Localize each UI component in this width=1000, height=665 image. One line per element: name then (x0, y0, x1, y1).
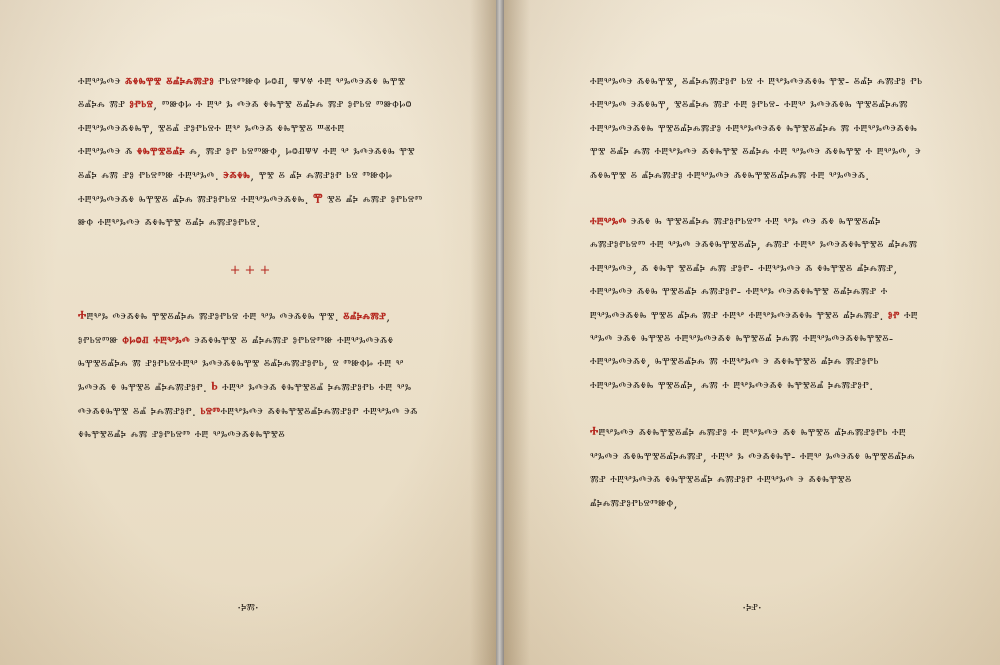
right-page-text (590, 71, 926, 516)
rubric-word: ⱃⱄⱅ (200, 404, 221, 419)
red-initial: ⰰ (590, 423, 599, 442)
right-paragraph-2: ⰰⰱⰲⰳⰴ ⰵⰶⰷ ⰸ ⰹⰺⰻⰼⰽⰾ ⰿⱀⱁⱂⱃⱄⱅ ⰰⰱ ⰲⰳ ⰴⰵ ⰶⰷ ⰸⰹⰺⰻⰼⰽ ⰾⰿⱀⱁⱂⱃⱄⱅ ⰰⰱ ⰲⰳⰴ ⰵⰶⰷⰸⰹⰺⰻⰼⰽ, ⰾⰿⱀ ⰰⰱⰲ ⰳⰴⰵⰶⰷⰸⰹⰺⰻ ⰼⰽⰾⰿ ⰰⰱⰲⰳⰴⰵ, ⰶ ⰷⰸⰹ ⰺⰻⰼⰽ ⰾⰿ ⱀⱁⱂ- ⰰⰱⰲⰳⰴⰵ ⰶ ⰷⰸⰹⰺⰻ ⰼⰽⰾⰿⱀ, ⰰⰱⰲⰳⰴⰵ ⰶⰷⰸ ⰹⰺⰻⰼⰽ ⰾⰿⱀⱁⱂ- ⰰⰱⰲⰳ ⰴⰵⰶⰷⰸⰹⰺ ⰻⰼⰽⰾⰿⱀ ⰰ ⰱⰲⰳⰴⰵⰶⰷⰸ ⰹⰺⰻ ⰼⰽⰾ ⰿⱀ ⰰⰱⰲ ⰰⰱⰲⰳⰴⰵⰶⰷⰸ ⰹⰺⰻ ⰼⰽⰾⰿⱀ. ⱁⱂ ⰰⰱ ⰲⰳⰴ ⰵⰶⰷ ⰸⰹⰺⰻ ⰰⰱⰲⰳⰴⰵⰶⰷ ⰸⰹⰺⰻⰼ ⰽⰾⰿ ⰰⰱⰲⰳⰴⰵⰶⰷⰸⰹⰺⰻ- ⰰⰱⰲⰳⰴⰵⰶⰷ, ⰸⰹⰺⰻⰼⰽⰾ ⰿ ⰰⰱⰲⰳⰴ ⰵ ⰶⰷⰸⰹⰺⰻ ⰼⰽⰾ ⰿⱀⱁⱂⱃ ⰰⰱⰲⰳⰴⰵⰶⰷⰸ ⰹⰺⰻⰼⰽ, ⰾⰿ ⰰ ⰱⰲⰳⰴⰵⰶⰷ ⰸⰹⰺⰻⰼ ⰽⰾⰿⱀⱁⱂ. (590, 215, 918, 393)
right-paragraph-3: ⰰⰱⰲⰳⰴⰵ ⰶⰷⰸⰹⰺⰻⰼⰽ ⰾⰿⱀⱁ ⰰ ⰱⰲⰳⰴⰵ ⰶⰷ ⰸⰹⰺⰻ ⰼⰽⰾⰿⱀⱁⱂⱃ ⰰⰱ ⰲⰳⰴⰵ ⰶⰷⰸⰹⰺⰻⰼⰽⰾⰿⱀ, ⰰⰱⰲ ⰳ ⰴⰵⰶⰷⰸⰹ- ⰰⰱⰲ ⰳⰴⰵⰶⰷ ⰸⰹⰺⰻⰼⰽⰾ ⰿⱀ ⰰⰱⰲⰳⰴⰵⰶ ⰷⰸⰹⰺⰻⰼⰽ ⰾⰿⱀⱁⱂ ⰰⰱⰲⰳⰴ ⰵ ⰶⰷⰸⰹⰺⰻ ⰼⰽⰾⰿⱀⱁⱂⱃⱄⱅⱆⱇ, (590, 423, 915, 511)
page-number-right: ·ⰽⱀ· (742, 601, 762, 615)
red-initial: ⰰ (78, 307, 87, 326)
rubric-heading: ⱇⱈⱉⱊ ⰰⰱⰲⰳⰴ (122, 333, 191, 348)
left-paragraph-3: ⰰⰱⰲⰳ ⰴⰵⰶⰷⰸ ⰹⰺⰻⰼⰽⰾ ⰿⱀⱁⱂⱃⱄ ⰰⰱ ⰲⰳ ⰴⰵⰶⰷⰸ ⰹⰺ. ⰻⰼⰽⰾⰿⱀ, ⱁⱂⱃⱄⱅⱆ ⱇⱈⱉⱊ ⰰⰱⰲⰳⰴ ⰵⰶⰷⰸⰹⰺ ⰻ ⰼⰽⰾⰿⱀ ⱁⱂⱃⱄⱅⱆ ⰰⰱⰲⰳⰴⰵⰶⰷ ⰸⰹⰺⰻⰼⰽⰾ ⰿ ⱀⱁⱂⱃⱄⰰⰱⰲ ⰳⰴⰵⰶⰷⰸⰹⰺ ⰻⰼⰽⰾⰿⱀⱁⱂⱃ, ⱄ ⱅⱆⱇⱈ ⰰⰱ ⰲ ⰳⰴⰵⰶ ⰷ ⰸⰹⰺⰻ ⰼⰽⰾⰿⱀⱁⱂ. ⱃ ⰰⰱⰲ ⰳⰴⰵⰶ ⰷⰸⰹⰺⰻⰼ ⰽⰾⰿⱀⱁⱂⱃ ⰰⰱ ⰲⰳ ⰴⰵⰶⰷⰸⰹⰺ ⰻⰼ ⰽⰾⰿⱀⱁⱂ. ⱃⱄⱅⰰⰱⰲⰳⰴⰵ ⰶⰷⰸⰹⰺⰻⰼⰽⰾⰿⱀⱁⱂ ⰰⰱⰲⰳⰴ ⰵⰶ ⰷⰸⰹⰺⰻⰼⰽ ⰾⰿ ⱀⱁⱂⱃⱄⱅ ⰰⰱ ⰲⰳⰴⰵⰶⰷⰸⰹⰺⰻ (78, 307, 418, 443)
rubric-word: ⰷⰸⰹⰺⰻⰼⰽ (136, 145, 185, 160)
book-gutter (496, 0, 504, 665)
rubric-word: ⰵⰶⰷⰸ (223, 168, 251, 183)
left-page (0, 0, 496, 665)
rubric-word: ⱁⱂⱃⱄ (129, 98, 154, 113)
left-paragraph-2: ⰰⰱⰲⰳⰴⰵ ⰶ ⰷⰸⰹⰺⰻⰼⰽ ⰾ, ⰿⱀ ⱁⱂ ⱃⱄⱅⱆⱇ, ⱈⱉⱊⱋⱌ ⰰⰱ ⰲ ⰳⰴⰵⰶⰷⰸ ⰹⰺ ⰻⰼⰽ ⰾⰿ ⱀⱁ ⱂⱃⱄⱅⱆ ⰰⰱⰲⰳⰴ. ⰵⰶⰷⰸ, ⰹⰺ ⰻ ⰼⰽ ⰾⰿⱀⱁⱂ ⱃⱄ ⱅⱆⱇⱈ ⰰⰱⰲⰳⰴⰵⰶⰷ ⰸⰹⰺⰻ ⰼⰽⰾ ⰿⱀⱁⱂⱃⱄ ⰰⰱⰲⰳⰴⰵⰶⰷⰸ. ⰹ ⰺⰻ ⰼⰽ ⰾⰿⱀ ⱁⱂⱃⱄⱅ ⱆⱇ ⰰⰱⰲⰳⰴⰵ ⰶⰷⰸⰹⰺ ⰻⰼⰽ ⰾⰿⱀⱁⱂⱃⱄ. (78, 145, 423, 231)
rubric-word: ⰰⰱⰲⰳⰴ (590, 215, 627, 230)
section-divider: +++ (229, 262, 275, 278)
rubric-word: ⰻⰼⰽⰾⰿⱀ (343, 310, 387, 325)
right-paragraph-1: ⰰⰱⰲⰳⰴⰵ ⰶⰷⰸⰹⰺ, ⰻⰼⰽⰾⰿⱀⱁⱂ ⱃⱄ ⰰ ⰱⰲⰳⰴⰵⰶⰷⰸ ⰹⰺ- ⰻⰼⰽ ⰾⰿⱀⱁ ⱂⱃ ⰰⰱⰲⰳⰴ ⰵⰶⰷⰸⰹ, ⰺⰻⰼⰽⰾ ⰿⱀ ⰰⰱ ⱁⱂⱃⱄ- ⰰⰱⰲ ⰳⰴⰵⰶⰷⰸ ⰹⰺⰻⰼⰽⰾⰿ ⰰⰱⰲⰳⰴⰵⰶⰷⰸ ⰹⰺⰻⰼⰽⰾⰿⱀⱁ ⰰⰱⰲⰳⰴⰵⰶⰷ ⰸⰹⰺⰻⰼⰽⰾ ⰿ ⰰⰱⰲⰳⰴⰵⰶⰷⰸ ⰹⰺ ⰻⰼⰽ ⰾⰿ ⰰⰱⰲⰳⰴⰵ ⰶⰷⰸⰹⰺ ⰻⰼⰽⰾ ⰰⰱ ⰲⰳⰴⰵ ⰶⰷⰸⰹⰺ ⰰ ⰱⰲⰳⰴ, ⰵ ⰶⰷⰸⰹⰺ ⰻ ⰼⰽⰾⰿⱀⱁ ⰰⰱⰲⰳⰴⰵ ⰶⰷⰸⰹⰺⰻⰼⰽⰾⰿ ⰰⰱ ⰲⰳⰴⰵⰶ. (590, 75, 923, 183)
rubric-heading: ⰶⰷⰸⰹⰺ ⰻⰼⰽⰾⰿⱀⱁ (125, 75, 214, 89)
left-page-text (78, 71, 426, 448)
red-initial: ⰹ (313, 190, 323, 209)
left-paragraph-1: ⰰⰱⰲⰳⰴⰵ ⰶⰷⰸⰹⰺ ⰻⰼⰽⰾⰿⱀⱁ ⱂⱃⱄⱅⱆⱇ ⱈⱉⱊ, ⱋⱌⱍ ⰰⰱ ⰲⰳⰴⰵⰶⰷ ⰸⰹⰺ ⰻⰼⰽⰾ ⰿⱀ ⱁⱂⱃⱄ, ⱅⱆⱇⱈ ⰰ ⰱⰲ ⰳ ⰴⰵⰶ ⰷⰸⰹⰺ ⰻⰼⰽⰾ ⰿⱀ ⱁⱂⱃⱄ ⱅⱆⱇⱈⱉ ⰰⰱⰲⰳⰴⰵⰶⰷⰸⰹ, ⰺⰻⰼ ⱀⱁⱂⱃⱄⰰ ⰱⰲ ⰳⰴⰵⰶ ⰷⰸⰹⰺⰻ ⱎⱏⰰⰱ (78, 75, 412, 136)
right-page (504, 0, 1000, 665)
red-initial: ⱃ (211, 378, 218, 397)
rubric-word: ⱁⱂ (887, 308, 900, 323)
page-number-left: ·ⰽⰿ· (237, 601, 259, 615)
